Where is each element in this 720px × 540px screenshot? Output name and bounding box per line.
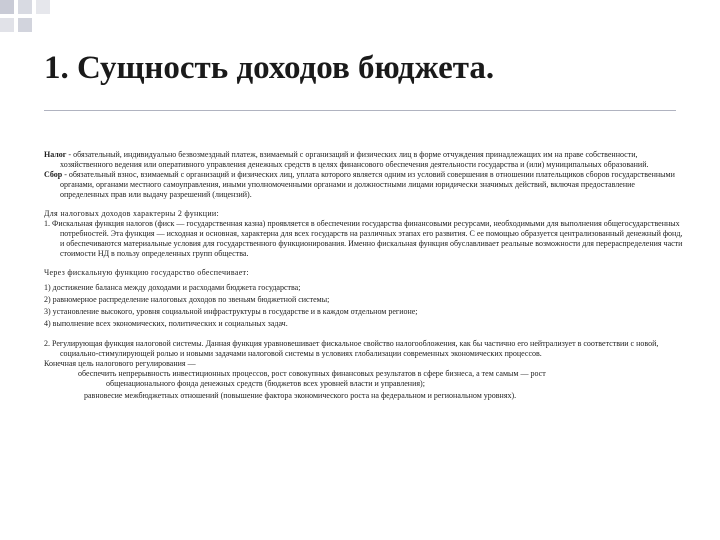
goal-2: равновесие межбюджетных отношений (повышение фактора экономического роста на федеральном и региональном уровнях). [84, 391, 517, 400]
nalog-text: - обязательный, индивидуально безвозмездный платеж, взимаемый с организаций и физических лиц в форме отчуждения принадлежащих им на праве собственности, хозяйственного ведения или оперативного управления денежных средств в целях финансового обеспечения деятельности государства и (или) муниципальных образований. [60, 150, 649, 169]
corner-decoration [0, 0, 60, 46]
goal-1-line-1: обеспечить непрерывность инвестиционных процессов, рост совокупных финансовых результатов в сфере бизнеса, а тем самым — рост [78, 369, 546, 378]
fiscal-provides-intro: Через фискальную функцию государство обеспечивает: [44, 268, 249, 277]
sbor-definition [44, 170, 684, 200]
nalog-definition [44, 150, 684, 170]
fiscal-item-3: 3) установление высокого, уровня социальной инфраструктуры в государстве и в каждом отдельном регионе; [44, 307, 418, 316]
slide-body [44, 150, 684, 401]
sbor-term: Сбор [44, 170, 63, 179]
fiscal-item-1: 1) достижение баланса между доходами и расходами бюджета государства; [44, 283, 301, 292]
fiscal-function: 1. Фискальная функция налогов (фиск — государственная казна) проявляется в обеспечении государства финансовыми ресурсами, необходимыми для выполнения общегосударственных потребностей. Эта функция — исходная и основная, характерна для всех государств на различных этапах его развития. С ее помощью образуется централизованный денежный фонд, и обеспечиваются материальные условия для государственного функционирования. Именно фискальная функция обуславливает реальные возможности для перераспределения части стоимости НД в пользу определенных групп общества. [44, 219, 683, 258]
fiscal-item-4: 4) выполнение всех экономических, политических и социальных задач. [44, 319, 288, 328]
functions-intro: Для налоговых доходов характерны 2 функции: [44, 209, 220, 218]
nalog-term: Налог [44, 150, 67, 159]
goal-1-line-2: общенационального фонда денежных средств (бюджетов всех уровней власти и управления); [106, 379, 425, 388]
title-divider [44, 110, 676, 111]
final-goal-intro: Конечная цель налогового регулирования — [44, 359, 196, 368]
fiscal-item-2: 2) равномерное распределение налоговых доходов по звеньям бюджетной системы; [44, 295, 330, 304]
sbor-text: - обязательный взнос, взимаемый с организаций и физических лиц, уплата которого является одним из условий совершения в отношении плательщиков сборов государственными органами, органами местного самоуправления, иными уполномоченными органами и должностными лицами юридически значимых действий, включая предоставление определенных прав или выдачу разрешений (лицензий). [60, 170, 675, 199]
regulating-function: 2. Регулирующая функция налоговой системы. Данная функция уравновешивает фискальное свойство налогообложения, как бы частично его нейтрализует в соответствии с новой, социально-стимулирующей ролью и новыми задачами налоговой системы в условиях глобализации современных экономических процессов. [44, 339, 659, 358]
slide-title: 1. Сущность доходов бюджета. [44, 50, 495, 86]
